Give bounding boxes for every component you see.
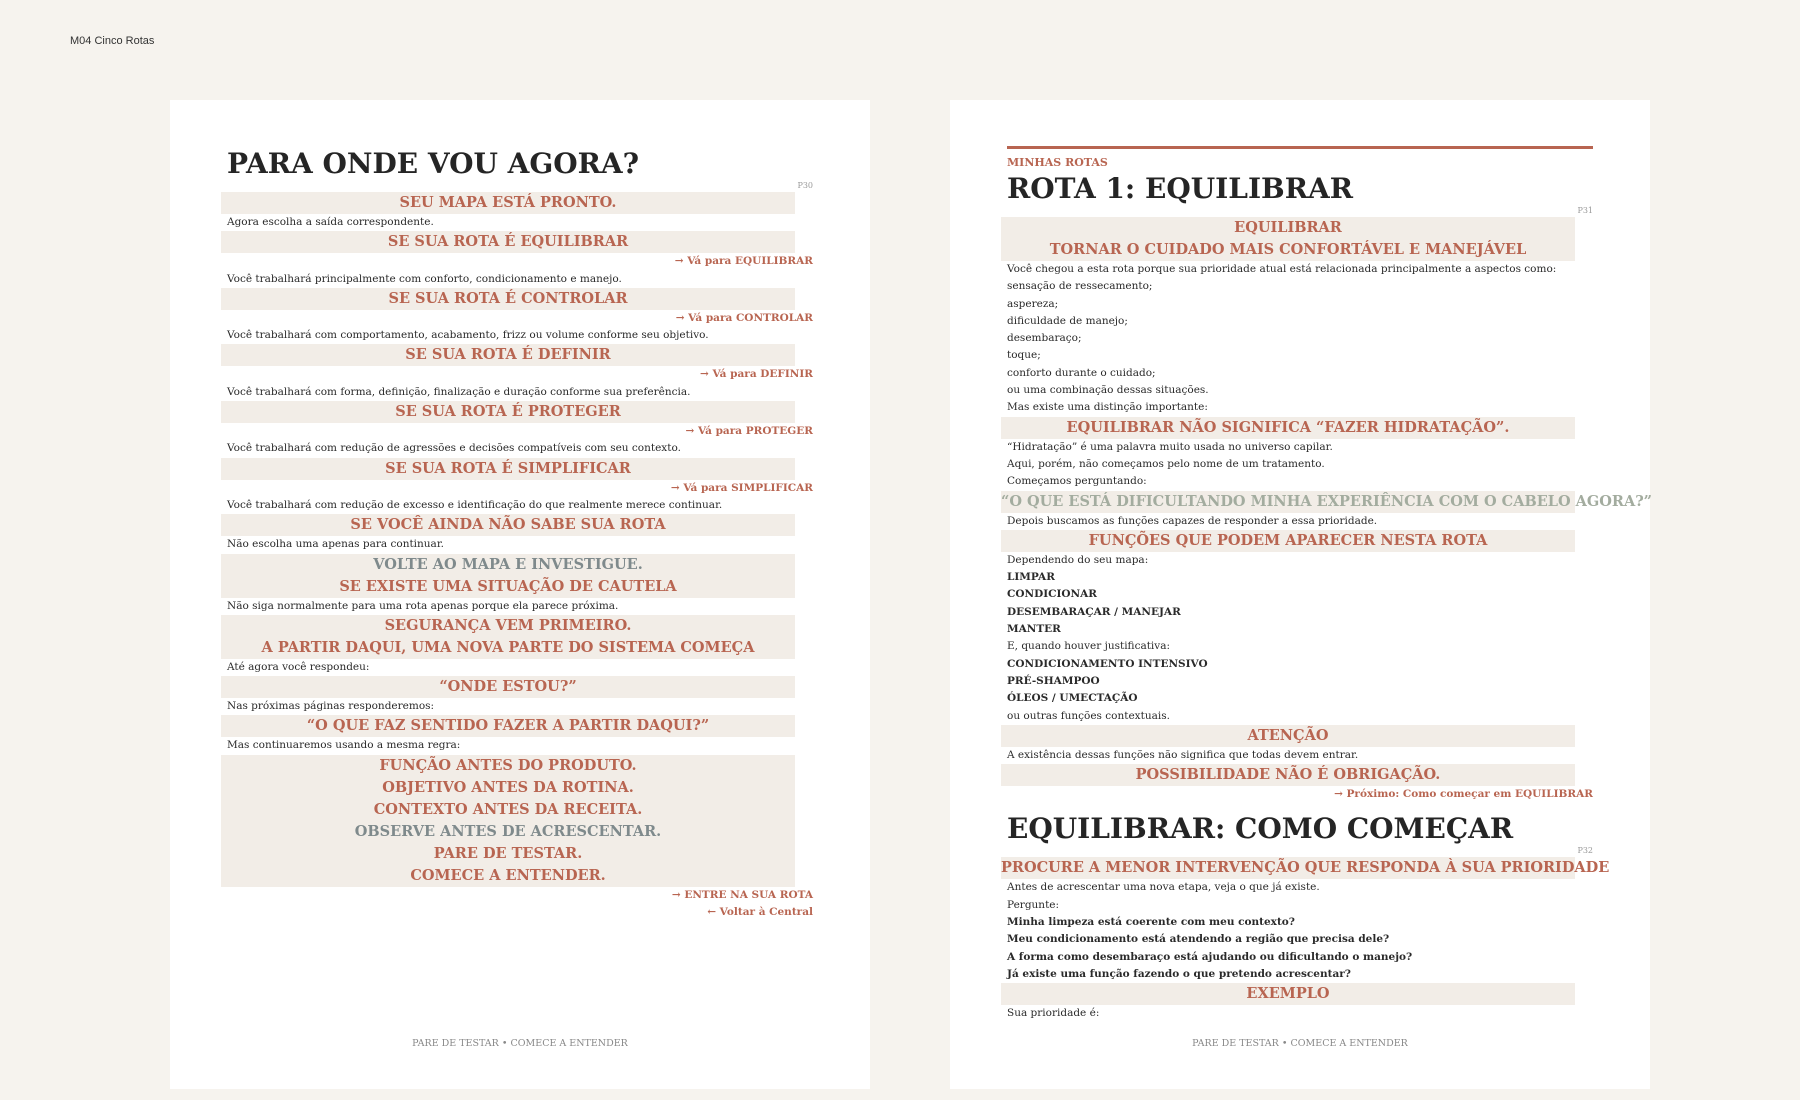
bold-line: DESEMBARAÇAR / MANEJAR [1007,605,1181,618]
body-text: Você trabalhará com forma, definição, finalização e duração conforme sua preferência. [227,385,691,398]
route-link[interactable]: → Vá para SIMPLIFICAR [670,481,813,494]
bold-line: LIMPAR [1007,571,1055,584]
band-heading: POSSIBILIDADE NÃO É OBRIGAÇÃO. [1135,766,1441,784]
body-text: Começamos perguntando: [1007,475,1147,488]
body-text: “Hidratação” é uma palavra muito usada no universo capilar. [1007,440,1333,453]
body-text: Até agora você respondeu: [227,660,370,673]
route-link[interactable]: → ENTRE NA SUA ROTA [671,888,813,901]
body-text: Você trabalhará com comportamento, acabamento, frizz ou volume conforme seu objetivo. [227,329,709,342]
bold-line: A forma como desembaraço está ajudando ou dificultando o manejo? [1007,950,1413,963]
bold-line: ÓLEOS / UMECTAÇÃO [1007,692,1138,705]
highlight-band [1001,983,1575,1005]
highlight-band [221,755,795,887]
body-text: Mas existe uma distinção importante: [1007,401,1208,414]
route-link[interactable]: → Vá para DEFINIR [700,368,813,381]
bold-line: MANTER [1007,623,1061,636]
body-text: conforto durante o cuidado; [1007,366,1156,379]
body-text: Não siga normalmente para uma rota apenas porque ela parece próxima. [227,599,619,612]
page-number: P30 [797,181,813,190]
highlight-band [1001,530,1575,552]
body-text: Você trabalhará principalmente com conforto, condicionamento e manejo. [227,272,622,285]
body-text: Você chegou a esta rota porque sua prioridade atual está relacionada principalmente a aspectos como: [1007,263,1557,275]
band-heading: EQUILIBRAR NÃO SIGNIFICA “FAZER HIDRATAÇÃO”. [1066,418,1510,436]
body-text: sensação de ressecamento; [1007,280,1153,293]
page-title: PARA ONDE VOU AGORA? [227,147,640,180]
band-heading: FUNÇÕES QUE PODEM APARECER NESTA ROTA [1088,531,1488,549]
band-heading: OBSERVE ANTES DE ACRESCENTAR. [354,822,662,840]
bold-line: CONDICIONAMENTO INTENSIVO [1007,657,1208,670]
highlight-band [221,401,795,423]
body-text: Você trabalhará com redução de excesso e identificação do que realmente merece continuar. [227,498,723,511]
page-right [950,100,1653,1089]
body-text: Aqui, porém, não começamos pelo nome de um tratamento. [1007,457,1325,470]
band-heading: “ONDE ESTOU?” [439,678,577,696]
band-heading: PARE DE TESTAR. [433,844,583,862]
body-text: desembaraço; [1007,332,1082,345]
highlight-band [221,288,795,310]
page-footer: PARE DE TESTAR • COMECE A ENTENDER [1192,1038,1408,1049]
band-heading: “O QUE ESTÁ DIFICULTANDO MINHA EXPERIÊNCIA COM O CABELO AGORA?” [1001,492,1653,510]
body-text: Pergunte: [1007,898,1060,911]
highlight-band [221,344,795,366]
bold-line: Já existe uma função fazendo o que pretendo acrescentar? [1007,967,1351,980]
band-heading: SE EXISTE UMA SITUAÇÃO DE CAUTELA [339,577,677,595]
bold-line: Minha limpeza está coerente com meu contexto? [1007,916,1295,929]
band-heading: VOLTE AO MAPA E INVESTIGUE. [373,555,643,573]
band-heading: ATENÇÃO [1247,726,1329,744]
highlight-band [1001,491,1653,513]
band-heading: EXEMPLO [1246,985,1330,1003]
body-text: aspereza; [1007,297,1059,310]
highlight-band [1001,725,1575,747]
body-text: dificuldade de manejo; [1007,314,1128,327]
band-heading: FUNÇÃO ANTES DO PRODUTO. [379,756,637,774]
body-text: toque; [1007,349,1041,362]
band-heading: SE SUA ROTA É PROTEGER [395,403,621,421]
highlight-band [1001,417,1575,439]
route-link[interactable]: → Vá para EQUILIBRAR [674,255,813,268]
band-heading: “O QUE FAZ SENTIDO FAZER A PARTIR DAQUI?” [306,717,710,735]
section-title: EQUILIBRAR: COMO COMEÇAR [1007,812,1514,846]
band-heading: SE SUA ROTA É SIMPLIFICAR [385,459,631,477]
como-comecar-content [1001,857,1610,1022]
band-heading: PROCURE A MENOR INTERVENÇÃO QUE RESPONDA À SUA PRIORIDADE [1001,859,1610,877]
body-text: Você trabalhará com redução de agressões e decisões compatíveis com seu contexto. [227,442,681,455]
body-text: Depois buscamos as funções capazes de responder a essa prioridade. [1007,514,1378,527]
bold-line: CONDICIONAR [1007,588,1098,601]
bold-line: PRÉ-SHAMPOO [1007,674,1100,687]
band-heading: SE VOCÊ AINDA NÃO SABE SUA ROTA [350,516,666,534]
highlight-band [1001,764,1575,786]
highlight-band [1001,217,1575,261]
page-number: P32 [1577,846,1593,856]
body-text: ou outras funções contextuais. [1007,709,1170,722]
page-footer: PARE DE TESTAR • COMECE A ENTENDER [412,1038,628,1049]
highlight-band [221,458,795,480]
page-title: ROTA 1: EQUILIBRAR [1007,172,1353,205]
band-heading: COMECE A ENTENDER. [410,866,606,884]
body-text: Nas próximas páginas responderemos: [227,700,435,713]
section-kicker: MINHAS ROTAS [1007,156,1108,169]
header-rule [1007,146,1593,149]
highlight-band [221,615,795,659]
band-heading: A PARTIR DAQUI, UMA NOVA PARTE DO SISTEMA COMEÇA [261,638,755,656]
highlight-band [221,514,795,536]
body-text: A existência dessas funções não significa que todas devem entrar. [1007,748,1359,761]
highlight-band [221,676,795,698]
body-text: Sua prioridade é: [1007,1007,1100,1020]
route-link[interactable]: → Vá para CONTROLAR [675,311,813,324]
body-text: Não escolha uma apenas para continuar. [227,538,445,551]
highlight-band [221,231,795,253]
body-text: Mas continuaremos usando a mesma regra: [227,739,461,752]
route-link[interactable]: → Próximo: Como começar em EQUILIBRAR [1334,788,1593,801]
highlight-band [221,715,795,737]
body-text: E, quando houver justificativa: [1007,640,1171,653]
band-heading: SE SUA ROTA É EQUILIBRAR [387,233,629,251]
document-label: M04 Cinco Rotas [70,35,155,47]
bold-line: Meu condicionamento está atendendo a região que precisa dele? [1007,933,1390,946]
left-content [227,192,813,921]
rota1-content [1001,217,1653,803]
body-text: Agora escolha a saída correspondente. [227,216,434,228]
band-heading: SE SUA ROTA É DEFINIR [405,346,611,364]
page-left [170,100,870,1089]
band-heading: OBJETIVO ANTES DA ROTINA. [382,778,634,796]
band-heading: SEGURANÇA VEM PRIMEIRO. [384,616,632,634]
route-link[interactable]: ← Voltar à Central [707,906,813,919]
body-text: ou uma combinação dessas situações. [1007,384,1209,397]
route-link[interactable]: → Vá para PROTEGER [685,425,813,438]
body-text: Dependendo do seu mapa: [1007,553,1149,566]
page-number: P31 [1577,206,1593,215]
band-heading: TORNAR O CUIDADO MAIS CONFORTÁVEL E MANEJÁVEL [1049,241,1527,258]
highlight-band [221,192,795,214]
highlight-band [1001,857,1610,879]
band-heading: SEU MAPA ESTÁ PRONTO. [399,194,617,211]
body-text: Antes de acrescentar uma nova etapa, veja o que já existe. [1007,881,1320,894]
band-heading: CONTEXTO ANTES DA RECEITA. [373,800,643,818]
band-heading: SE SUA ROTA É CONTROLAR [388,289,628,307]
band-heading: EQUILIBRAR [1234,219,1342,236]
highlight-band [221,554,795,598]
